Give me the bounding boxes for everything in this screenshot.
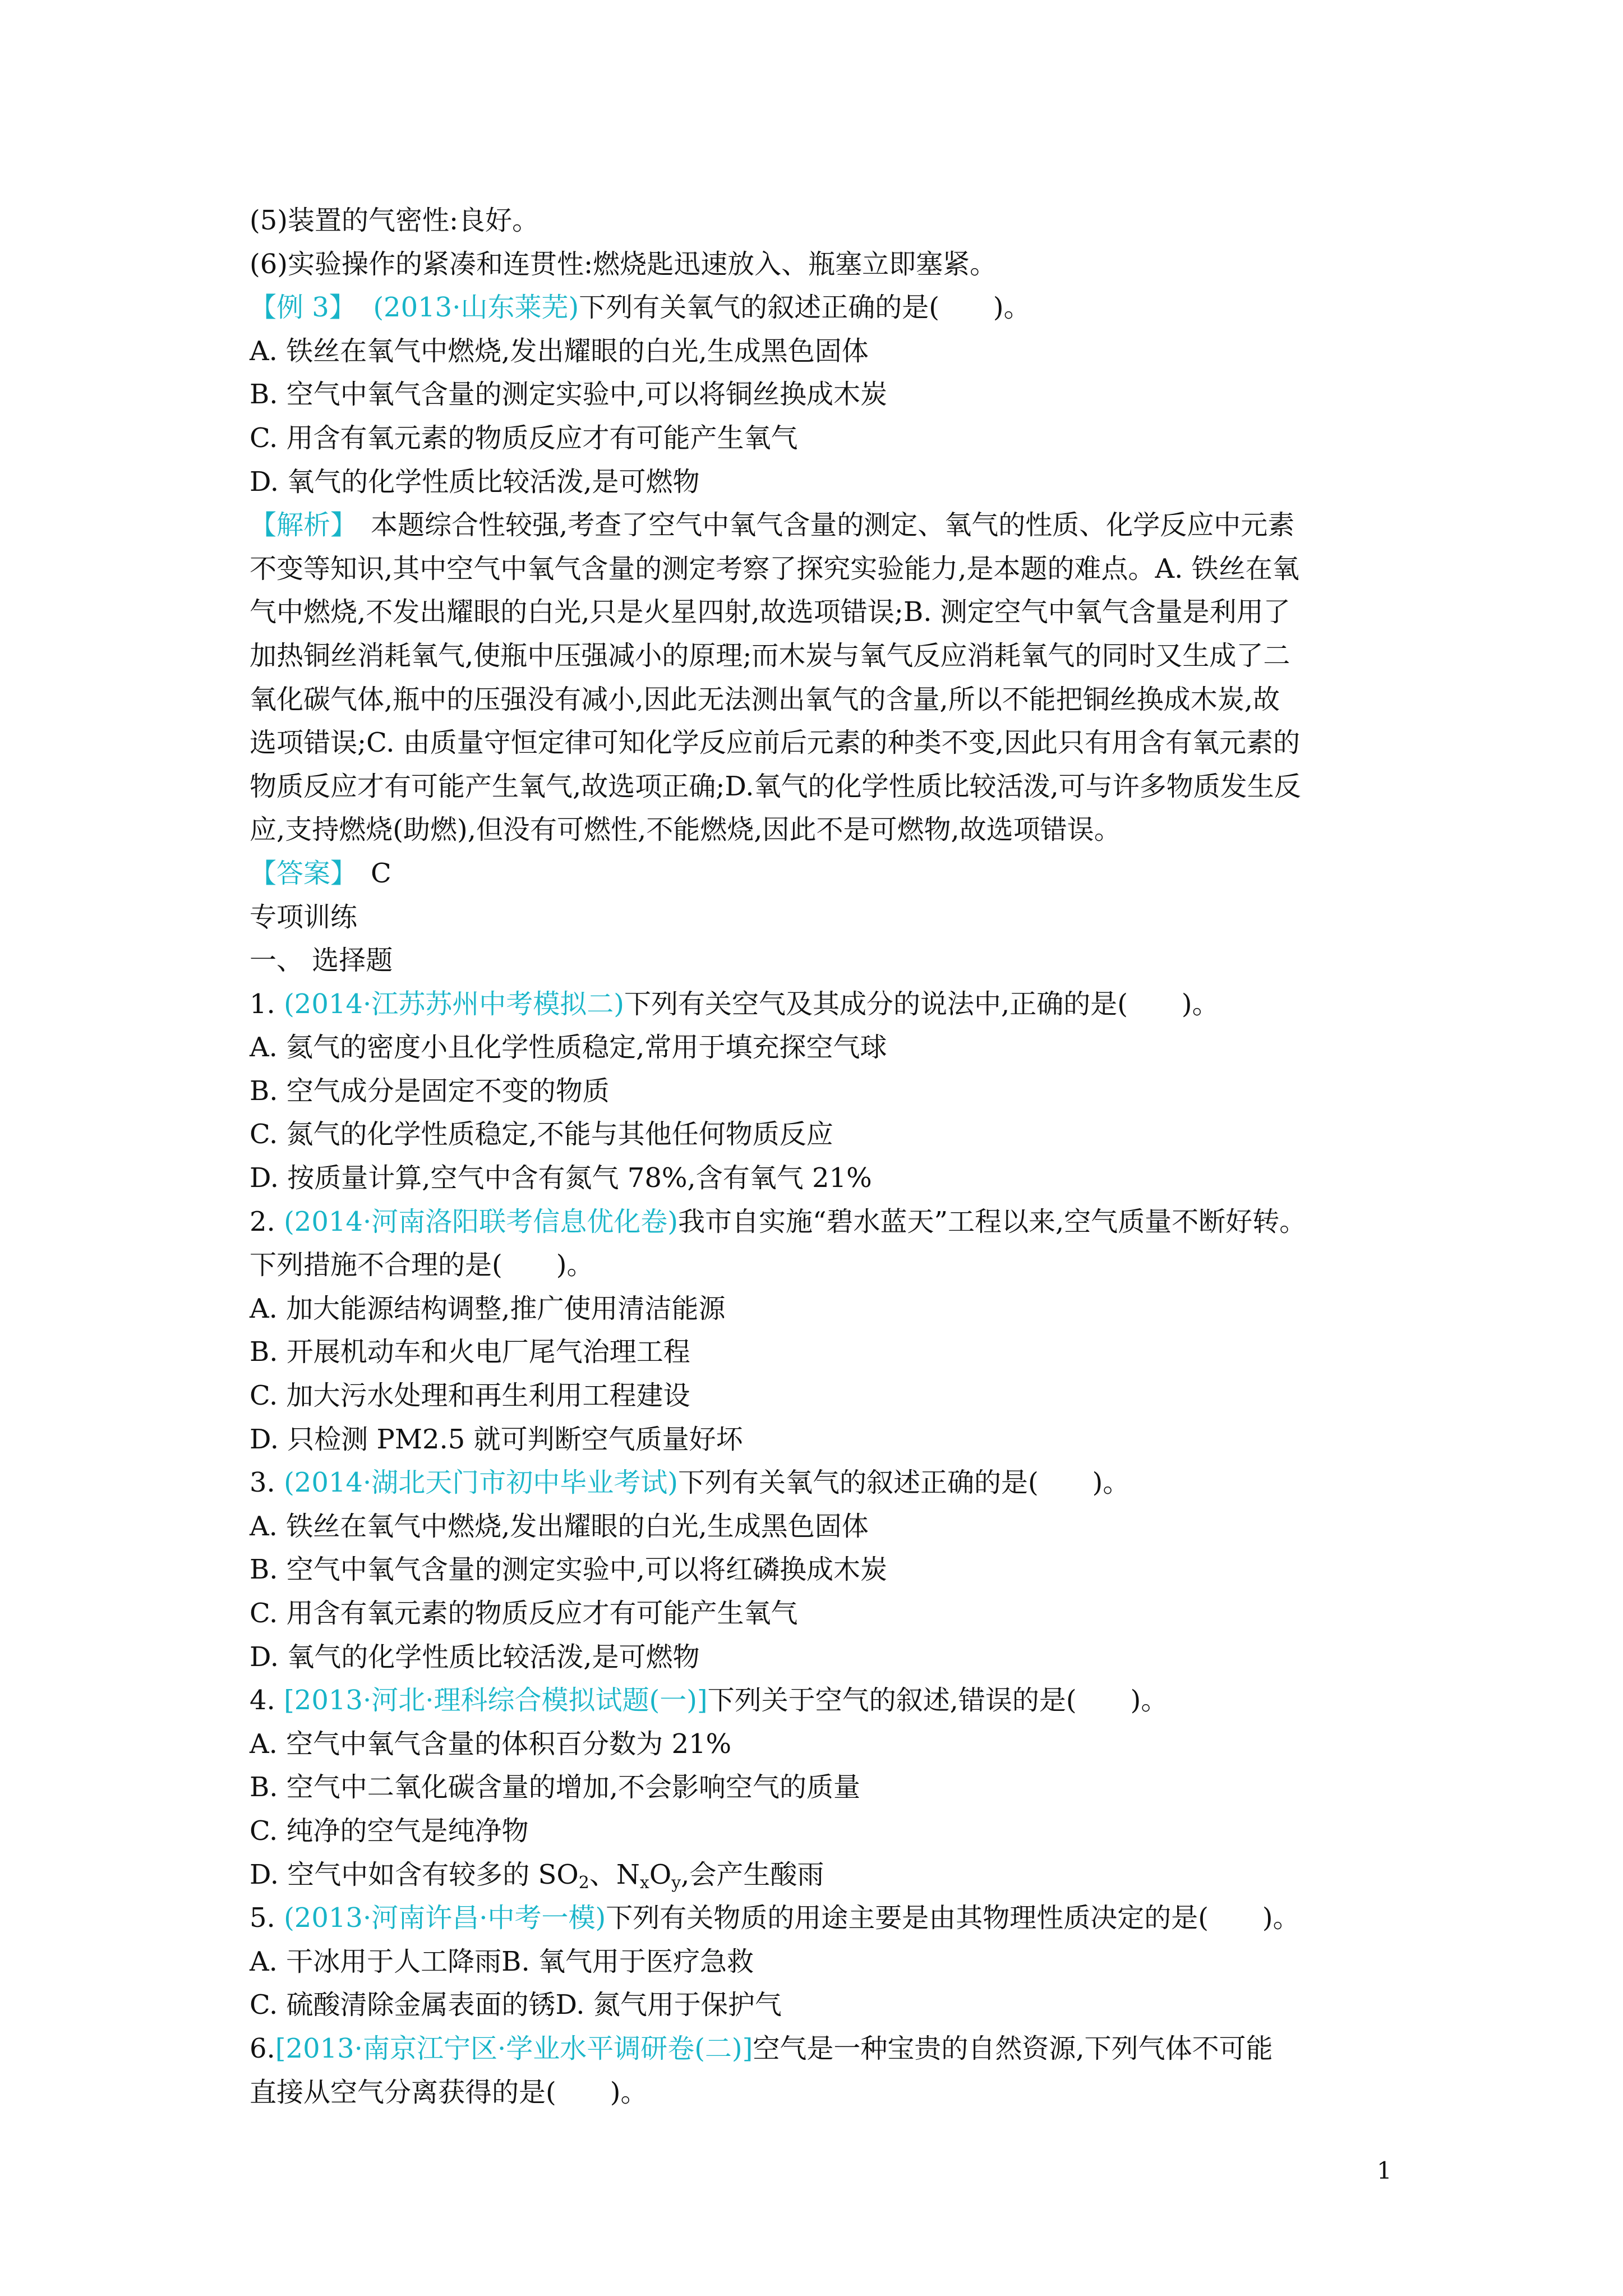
source-citation: [2013·河北·理科综合模拟试题(一)] [284, 1685, 708, 1717]
text-run: C. 用含有氧元素的物质反应才有可能产生氧气 [250, 422, 798, 454]
text-line [250, 939, 1388, 983]
text-line [250, 547, 1388, 591]
text-run: 应,支持燃烧(助燃),但没有可燃性,不能燃烧,因此不是可燃物,故选项错误。 [250, 814, 1121, 846]
text-line [250, 1636, 1388, 1680]
text-run: 选项错误;C. 由质量守恒定律可知化学反应前后元素的种类不变,因此只有用含有氧元素的 [250, 727, 1300, 759]
text-run: 下列关于空气的叙述,错误的是( )。 [707, 1685, 1168, 1717]
text-run: 6. [250, 2032, 275, 2064]
text-line [250, 504, 1388, 547]
text-line [250, 1984, 1388, 2027]
text-run: B. 开展机动车和火电厂尾气治理工程 [250, 1336, 690, 1368]
subscript: x [639, 1872, 649, 1893]
text-run: B. 空气中氧气含量的测定实验中,可以将铜丝换成木炭 [250, 379, 888, 411]
text-line [250, 1505, 1388, 1549]
subscript: 2 [578, 1872, 589, 1893]
text-run: 我市自实施“碧水蓝天”工程以来,空气质量不断好转。 [677, 1205, 1307, 1237]
text-run: 直接从空气分离获得的是( )。 [250, 2076, 648, 2108]
text-line [250, 1897, 1388, 1940]
text-run: D. 氧气的化学性质比较活泼,是可燃物 [250, 466, 700, 498]
text-run: O [649, 1858, 672, 1890]
text-run: D. 氧气的化学性质比较活泼,是可燃物 [250, 1641, 700, 1673]
source-citation: [2013·南京江宁区·学业水平调研卷(二)] [275, 2032, 753, 2064]
text-line [250, 852, 1388, 896]
text-run: 下列有关物质的用途主要是由其物理性质决定的是( )。 [606, 1902, 1300, 1934]
text-run: 气中燃烧,不发出耀眼的白光,只是火星四射,故选项错误;B. 测定空气中氧气含量是利用了 [250, 596, 1290, 628]
text-line [250, 896, 1388, 940]
text-run: A. 氦气的密度小且化学性质稳定,常用于填充探空气球 [250, 1032, 887, 1064]
text-run: C [344, 857, 391, 889]
text-run: C. 硫酸清除金属表面的锈D. 氮气用于保护气 [250, 1989, 782, 2021]
source-citation: (2014·湖北天门市初中毕业考试) [284, 1467, 678, 1499]
text-line [250, 330, 1388, 374]
text-line [250, 1026, 1388, 1070]
text-line [250, 243, 1388, 287]
text-run: C. 加大污水处理和再生利用工程建设 [250, 1380, 690, 1412]
text-line [250, 373, 1388, 417]
text-run: D. 空气中如含有较多的 SO [250, 1858, 579, 1890]
text-line [250, 1374, 1388, 1418]
text-run: 、N [589, 1858, 640, 1890]
text-run: 2. [250, 1205, 284, 1237]
text-line [250, 1592, 1388, 1636]
text-run: 5. [250, 1902, 284, 1934]
text-run: 加热铜丝消耗氧气,使瓶中压强减小的原理;而木炭与氧气反应消耗氧气的同时又生成了二 [250, 639, 1290, 671]
text-line [250, 678, 1388, 722]
text-run: 3. [250, 1467, 284, 1499]
text-line [250, 461, 1388, 504]
text-run [356, 292, 374, 323]
text-line [250, 1853, 1388, 1897]
text-run: B. 空气中二氧化碳含量的增加,不会影响空气的质量 [250, 1772, 861, 1803]
text-run: 下列有关氧气的叙述正确的是( )。 [677, 1467, 1130, 1499]
text-line [250, 1244, 1388, 1287]
section-tag: 【解析】 [250, 509, 344, 541]
subscript: y [671, 1872, 681, 1893]
section-tag: 【答案】 [250, 857, 344, 889]
text-line [250, 2027, 1388, 2071]
text-line [250, 591, 1388, 634]
text-run: C. 氮气的化学性质稳定,不能与其他任何物质反应 [250, 1119, 833, 1151]
text-line [250, 808, 1388, 852]
text-run: 1. [250, 988, 284, 1020]
text-line [250, 1070, 1388, 1114]
text-line [250, 1940, 1388, 1984]
text-line [250, 634, 1388, 678]
text-run: 不变等知识,其中空气中氧气含量的测定考察了探究实验能力,是本题的难点。A. 铁丝在氧 [250, 553, 1299, 585]
text-line [250, 1461, 1388, 1505]
text-run: B. 空气中氧气含量的测定实验中,可以将红磷换成木炭 [250, 1554, 888, 1586]
text-run: 下列措施不合理的是( )。 [250, 1249, 594, 1281]
text-run: 物质反应才有可能产生氧气,故选项正确;D.氧气的化学性质比较活泼,可与许多物质发生反 [250, 770, 1301, 802]
source-citation: (2014·河南洛阳联考信息优化卷) [284, 1205, 678, 1237]
text-run: 4. [250, 1685, 284, 1717]
text-line [250, 199, 1388, 243]
text-run: A. 铁丝在氧气中燃烧,发出耀眼的白光,生成黑色固体 [250, 1510, 869, 1542]
text-run: 本题综合性较强,考查了空气中氧气含量的测定、氧气的性质、化学反应中元素 [344, 509, 1295, 541]
text-run: (5)装置的气密性:良好。 [250, 205, 540, 236]
text-line [250, 1548, 1388, 1592]
text-line [250, 2071, 1388, 2115]
text-line [250, 1287, 1388, 1331]
text-line [250, 1157, 1388, 1200]
section-tag: 【例 3】 [250, 292, 356, 324]
source-citation: (2013·河南许昌·中考一模) [284, 1902, 606, 1934]
text-run: A. 空气中氧气含量的体积百分数为 21% [250, 1728, 732, 1760]
text-line [250, 983, 1388, 1027]
source-citation: (2013·山东莱芜) [373, 292, 579, 324]
text-run: 氧化碳气体,瓶中的压强没有减小,因此无法测出氧气的含量,所以不能把铜丝换成木炭,故 [250, 683, 1280, 715]
text-line [250, 1113, 1388, 1157]
text-run: ,会产生酸雨 [681, 1858, 824, 1890]
text-run: D. 按质量计算,空气中含有氮气 78%,含有氧气 21% [250, 1162, 872, 1194]
text-run: 下列有关氧气的叙述正确的是( )。 [579, 292, 1031, 324]
text-line [250, 721, 1388, 765]
text-run: 下列有关空气及其成分的说法中,正确的是( )。 [624, 988, 1219, 1020]
text-line [250, 1331, 1388, 1374]
text-line [250, 417, 1388, 461]
text-line [250, 1810, 1388, 1853]
page-number: 1 [1377, 2157, 1392, 2184]
text-line [250, 765, 1388, 809]
text-run: A. 加大能源结构调整,推广使用清洁能源 [250, 1292, 726, 1324]
text-run: C. 纯净的空气是纯净物 [250, 1815, 529, 1847]
source-citation: (2014·江苏苏州中考模拟二) [284, 988, 624, 1020]
text-line [250, 1723, 1388, 1766]
text-run: A. 干冰用于人工降雨B. 氧气用于医疗急救 [250, 1945, 754, 1977]
text-run: 空气是一种宝贵的自然资源,下列气体不可能 [753, 2032, 1273, 2064]
text-run: C. 用含有氧元素的物质反应才有可能产生氧气 [250, 1598, 798, 1629]
text-run: 专项训练 [250, 901, 358, 933]
text-run: 一、 选择题 [250, 945, 393, 977]
text-line [250, 1200, 1388, 1244]
text-line [250, 1766, 1388, 1810]
text-run: B. 空气成分是固定不变的物质 [250, 1075, 610, 1107]
document-body [250, 199, 1388, 2114]
text-run: A. 铁丝在氧气中燃烧,发出耀眼的白光,生成黑色固体 [250, 335, 869, 367]
text-line [250, 1418, 1388, 1462]
text-run: D. 只检测 PM2.5 就可判断空气质量好坏 [250, 1423, 743, 1455]
text-line [250, 1679, 1388, 1723]
text-run: (6)实验操作的紧凑和连贯性:燃烧匙迅速放入、瓶塞立即塞紧。 [250, 248, 997, 280]
text-line [250, 286, 1388, 330]
